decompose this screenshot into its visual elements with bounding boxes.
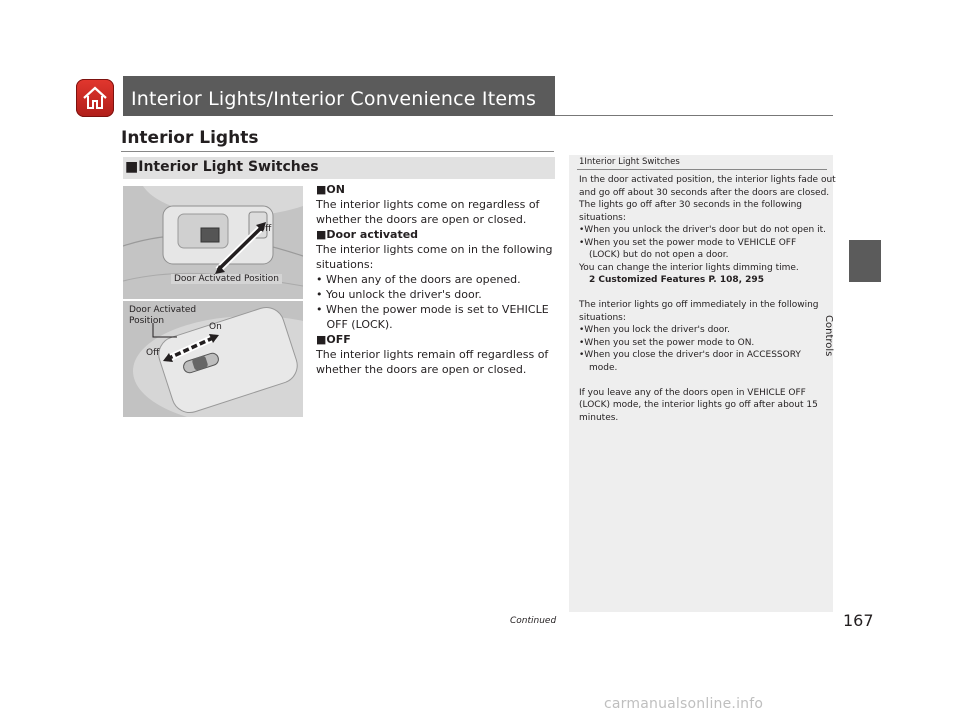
side-note-rule [577,169,827,170]
note-line: and go off about 30 seconds after the doors are closed. [579,187,830,198]
note-line: The lights go off after 30 seconds in the following [579,200,803,210]
label-off-bottom: Off [146,348,160,358]
chapter-tab[interactable] [849,240,881,282]
page-header-title: Interior Lights/Interior Convenience Items [131,88,537,110]
note-line: •When you set the power mode to ON. [579,337,755,348]
label-door-activated-top: Door Activated Position [171,274,282,284]
label-door-activated-bottom-2: Position [129,316,165,326]
note-line: •When you unlock the driver's door but do not open it. [579,225,826,235]
door-line-2: situations: [316,258,374,271]
note-line: •When you set the power mode to VEHICLE OFF [579,237,797,248]
section-rule [121,151,554,152]
side-note-body [579,174,836,424]
chapter-tab-label: Controls [823,315,834,357]
note-link-customized-features[interactable]: 2 Customized Features P. 108, 295 [589,275,764,285]
note-line: •When you lock the driver's door. [579,325,731,335]
note-spacer [579,374,836,387]
header-rule [555,115,833,116]
note-line: situations: [579,212,626,223]
note-line: The interior lights go off immediately in the following [579,300,819,310]
section-title: Interior Lights [121,128,259,148]
home-icon[interactable] [76,79,114,117]
main-text [316,182,552,377]
square-marker-icon: ■ [125,159,139,175]
side-note-header: 1Interior Light Switches [579,157,680,167]
on-heading: ■ON [316,183,345,196]
house-icon [81,84,109,112]
note-line: mode. [589,362,618,373]
door-bullet-3: • When the power mode is set to VEHICLE [316,303,549,316]
note-line: You can change the interior lights dimming time. [579,262,799,273]
note-line: In the door activated position, the interior lights fade out [579,175,836,185]
note-line: situations: [579,312,626,323]
page-number: 167 [843,611,874,630]
subsection-title-text: Interior Light Switches [138,159,319,175]
on-line-2: whether the doors are open or closed. [316,213,527,226]
label-off-top: Off [258,224,272,234]
note-line: minutes. [579,412,619,423]
watermark: carmanualsonline.info [604,696,764,712]
on-line-1: The interior lights come on regardless of [316,198,540,211]
continued-label: Continued [510,616,557,626]
note-line: If you leave any of the doors open in VEHICLE OFF [579,387,806,398]
door-line-1: The interior lights come on in the following [316,243,553,256]
note-spacer [579,287,836,300]
off-heading: ■OFF [316,333,351,346]
door-bullet-4: OFF (LOCK). [316,318,393,331]
subsection-title [125,159,319,175]
door-bullet-1: • When any of the doors are opened. [316,273,521,286]
note-line: •When you close the driver's door in ACCESSORY [579,350,801,360]
label-door-activated-bottom-1: Door Activated [129,305,197,315]
door-activated-heading: ■Door activated [316,228,419,241]
note-line: (LOCK) but do not open a door. [589,250,729,260]
door-bullet-2: • You unlock the driver's door. [316,288,482,301]
off-line-2: whether the doors are open or closed. [316,363,527,376]
off-line-1: The interior lights remain off regardless of [316,348,549,361]
label-on-bottom: On [209,322,222,332]
note-line: (LOCK) mode, the interior lights go off after about 15 [579,400,818,410]
